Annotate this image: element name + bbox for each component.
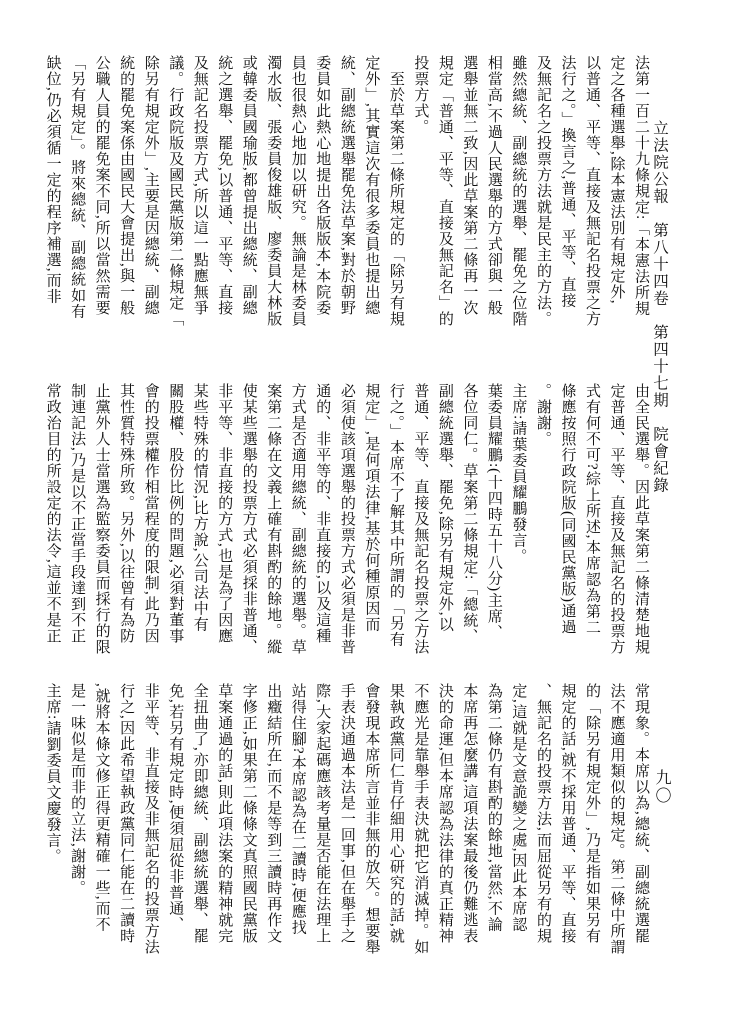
text-column: 主席:請葉委員耀鵬發言。	[510, 383, 527, 565]
text-column: 某些特殊的情況,比方說,公司法中有	[191, 383, 208, 633]
text-column: 關股權、股份比例的問題,必須對董事	[167, 383, 184, 644]
text-column: 規定」,是何項法律,基於何種原因而	[363, 383, 380, 633]
text-column: 式有何不可?綜上所述,本席認為第二	[583, 383, 600, 636]
text-column: 免,若另有規定時,便須屈從非普通、	[167, 683, 184, 933]
text-column: 際,大家起碼應該考量是否能在法理上	[314, 683, 331, 944]
text-column: 相當高,不過人民選舉的方式卻與一般	[485, 55, 502, 316]
text-column: 或韓委員國瑜版,都曾提出總統、副總	[240, 55, 257, 316]
text-column: 是一味似是而非的立法,謝謝。	[69, 683, 86, 896]
text-column: 止黨外人士當選為監察委員而採行的限	[93, 383, 110, 655]
text-column: 出癥結所在,而不是等到三讀時再作文	[265, 683, 282, 944]
text-column: 法不應適用類似的規定。第二條中所謂	[608, 683, 625, 955]
text-column: 缺位,仍必須循一定的程序補選,而非	[44, 55, 61, 305]
text-column: 為第二條仍有斟酌的餘地,當然,不論	[485, 683, 502, 933]
text-column: 規定「普通、平等、直接及無記名」的	[436, 55, 453, 327]
text-column: 常現象。本席以為,總統、副總統選罷	[633, 683, 649, 944]
text-column: 站得住腳?本席認為在二讀時,便應找	[289, 683, 306, 936]
text-column: 制連記法,乃是以不正當手段達到不正	[69, 383, 86, 644]
text-column: 、無記名的投票方法,而屈從另有的規	[534, 683, 551, 944]
text-column: 法行之。」換言之,普通、平等、直接	[559, 55, 576, 309]
text-column: 各位同仁。草案第二條規定:「總統、	[461, 383, 478, 645]
text-column: 必須使該項選舉的投票方式必須是非普	[338, 383, 355, 655]
text-column: 方式是否適用總統、副總統的選舉。草	[289, 383, 306, 655]
text-column: 字修正,如果第二條條文真照國民黨版	[240, 683, 257, 944]
text-register-3	[40, 683, 653, 979]
text-column: 普通、平等、直接及無記名投票之方法	[412, 383, 429, 655]
text-column: 雖然總統、副總統的選舉、罷免之位階	[510, 55, 527, 327]
page-number: 九〇	[653, 769, 670, 805]
text-column: 選舉並無二致,因此草案第二條再一次	[461, 55, 478, 316]
text-column: 法第一百二十九條規定:「本憲法所規	[633, 55, 649, 317]
text-column: 議。行政院版及國民黨版第二條規定「	[167, 55, 184, 327]
text-column: 主席:請劉委員文慶發言。	[44, 683, 61, 865]
text-register-2	[40, 383, 653, 679]
text-column: 決的命運,但本席認為法律的真正精神	[436, 683, 453, 944]
text-column: 其性質特殊所致。另外,以往曾有為防	[118, 383, 135, 644]
text-column: 統之選舉、罷免,以普通、平等、直接	[216, 55, 233, 316]
text-column: 果執政黨同仁肯仔細用心研究的話,就	[387, 683, 404, 944]
text-column: 副總統選舉、罷免,除另有規定外,以	[436, 383, 453, 633]
text-column: 非平等、非直接的方式,也是為了因應	[216, 383, 233, 644]
text-column: 「另有規定」。將來總統、副總統如有	[69, 55, 86, 320]
text-column: ,就將本條文修正得更精確一些,而不	[93, 683, 110, 933]
text-column: 條應按照行政院版(同國民黨版)通過	[559, 383, 576, 635]
text-column: 使某些選舉的投票方式必須採非普通、	[240, 383, 257, 655]
text-column: 會發現本席所言並非無的放矢。想要舉	[363, 683, 380, 955]
text-column: 葉委員耀鵬:(十四時五十八分)主席、	[485, 383, 502, 641]
text-column: 定外」,其實這次有很多委員也提出總	[363, 55, 380, 316]
text-column: 由全民選舉。因此草案第二條清楚地規	[633, 383, 649, 655]
text-column: 不應光是靠舉手表決就把它消滅掉。如	[412, 683, 429, 955]
gazette-header: 立法院公報 第八十四卷 第四十七期 院會紀錄	[651, 120, 668, 494]
text-column: 至於草案第二條所規定的「除另有規	[387, 55, 404, 327]
text-column: 委員如此熱心地提出各版版本,本院委	[314, 55, 331, 316]
text-column: 行之。」本席不了解其中所謂的「另有	[387, 383, 404, 648]
text-column: 定普通、平等、直接及無記名的投票方	[608, 383, 625, 655]
text-column: 會的投票權作相當程度的限制,此乃因	[142, 383, 159, 644]
text-column: 常政治目的所設定的法令,這並不是正	[44, 383, 61, 644]
text-column: 公職人員的罷免案不同,所以當然需要	[93, 55, 110, 316]
text-column: 定之各種選舉,除本憲法別有規定外,	[608, 55, 625, 305]
text-column: 全扭曲了,亦即總統、副總統選舉、罷	[191, 683, 208, 944]
text-column: 非平等、非直接及非無記名的投票方法	[142, 683, 159, 955]
text-column: 通的、非平等的、非直接的,以及這種	[314, 383, 331, 644]
text-register-1	[40, 55, 653, 351]
text-column: 案第二條在文義上確有斟酌的餘地。縱	[265, 383, 282, 655]
text-column: 的「除另有規定外」,乃是指如果另有	[583, 683, 600, 944]
text-column: 員也很熱心地加以研究。無論是林委員	[289, 55, 306, 327]
text-column: 濁水版、張委員俊雄版、廖委員大林版	[265, 55, 282, 327]
text-column: 草案通過的話,則此項法案的精神就完	[216, 683, 233, 944]
text-column: 行之,因此希望執政黨同仁能在二讀時	[118, 683, 135, 944]
text-column: 手表決通過本法是一回事,但在舉手之	[338, 683, 355, 944]
text-column: 及無記名之投票方法就是民主的方法。	[534, 55, 551, 327]
text-column: 規定的話,就不採用普通、平等、直接	[559, 683, 576, 944]
text-column: 除另有規定外」,主要是因總統、副總	[142, 55, 159, 316]
text-column: 以普通、平等、直接及無記名投票之方	[583, 55, 600, 327]
text-column: 本席再怎麼講,這項法案最後仍難逃表	[461, 683, 478, 944]
text-column: 及無記名投票方式,所以這一點應無爭	[191, 55, 208, 316]
text-column: 投票方式。	[412, 55, 429, 135]
text-column: 統的罷免案係由國民大會提出,與一般	[118, 55, 135, 316]
text-column: 定,這就是文意詭變之處,因此本席認	[510, 683, 527, 933]
text-column: 統、副總統選舉罷免法草案,對於朝野	[338, 55, 355, 316]
text-column: 。謝謝。	[534, 383, 551, 447]
